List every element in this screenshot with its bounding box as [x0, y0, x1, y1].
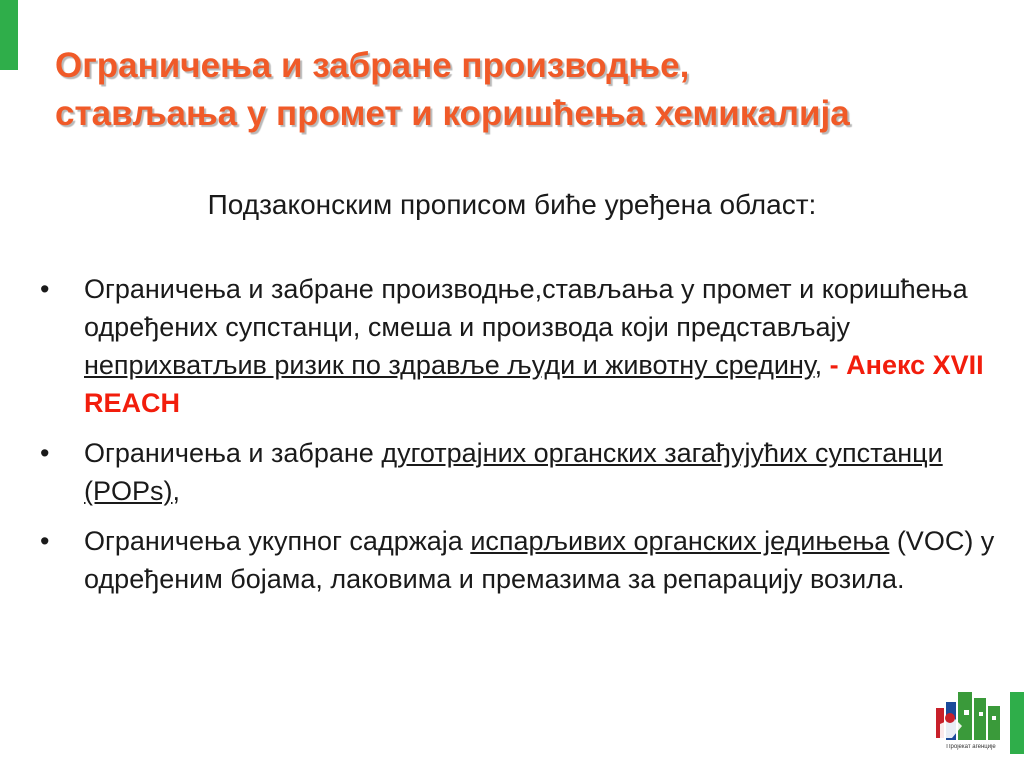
bullet-item-1	[40, 270, 1000, 422]
slide-subtitle: Подзаконским прописом биће уређена област:	[207, 189, 817, 220]
bullet-list	[40, 270, 1000, 610]
logo-caption: Пројекат агенције	[946, 744, 996, 750]
right-accent-bar	[1010, 692, 1024, 754]
bullet-icon: •	[40, 274, 50, 304]
bullet-text-tail: ,	[172, 476, 181, 506]
bullet-icon: •	[40, 438, 50, 468]
bullet-underlined-text: неприхватљив ризик по здравље људи и животну средину	[84, 350, 815, 380]
bullet-text-tail: ,	[814, 350, 830, 380]
bullet-text: Ограничења и забране производње,стављања у промет и коришћења одређених супстанци, смеша и производа који представљају	[84, 274, 968, 342]
bullet-underlined-text: испарљивих органских једињења	[470, 526, 890, 556]
slide-title	[55, 42, 995, 138]
annex-reference: - Анекс XVII REACH	[84, 350, 984, 418]
bullet-item-3	[40, 522, 1000, 598]
bullet-text: Ограничења и забране	[84, 438, 382, 468]
bullet-icon: •	[40, 526, 50, 556]
bullet-item-2	[40, 434, 1000, 510]
title-line-2: стављања у промет и коришћења хемикалија	[55, 94, 850, 133]
title-line-1: Ограничења и забране производње,	[55, 46, 690, 85]
bullet-text-tail: (VOC) у одређеним бојама, лаковима и премазима за репарацију возила.	[84, 526, 995, 594]
bullet-underlined-text: дуготрајних органских загађујућих супстанци (POPs)	[84, 438, 943, 506]
bullet-text: Ограничења укупног садржаја	[84, 526, 471, 556]
left-accent-bar	[0, 0, 18, 70]
